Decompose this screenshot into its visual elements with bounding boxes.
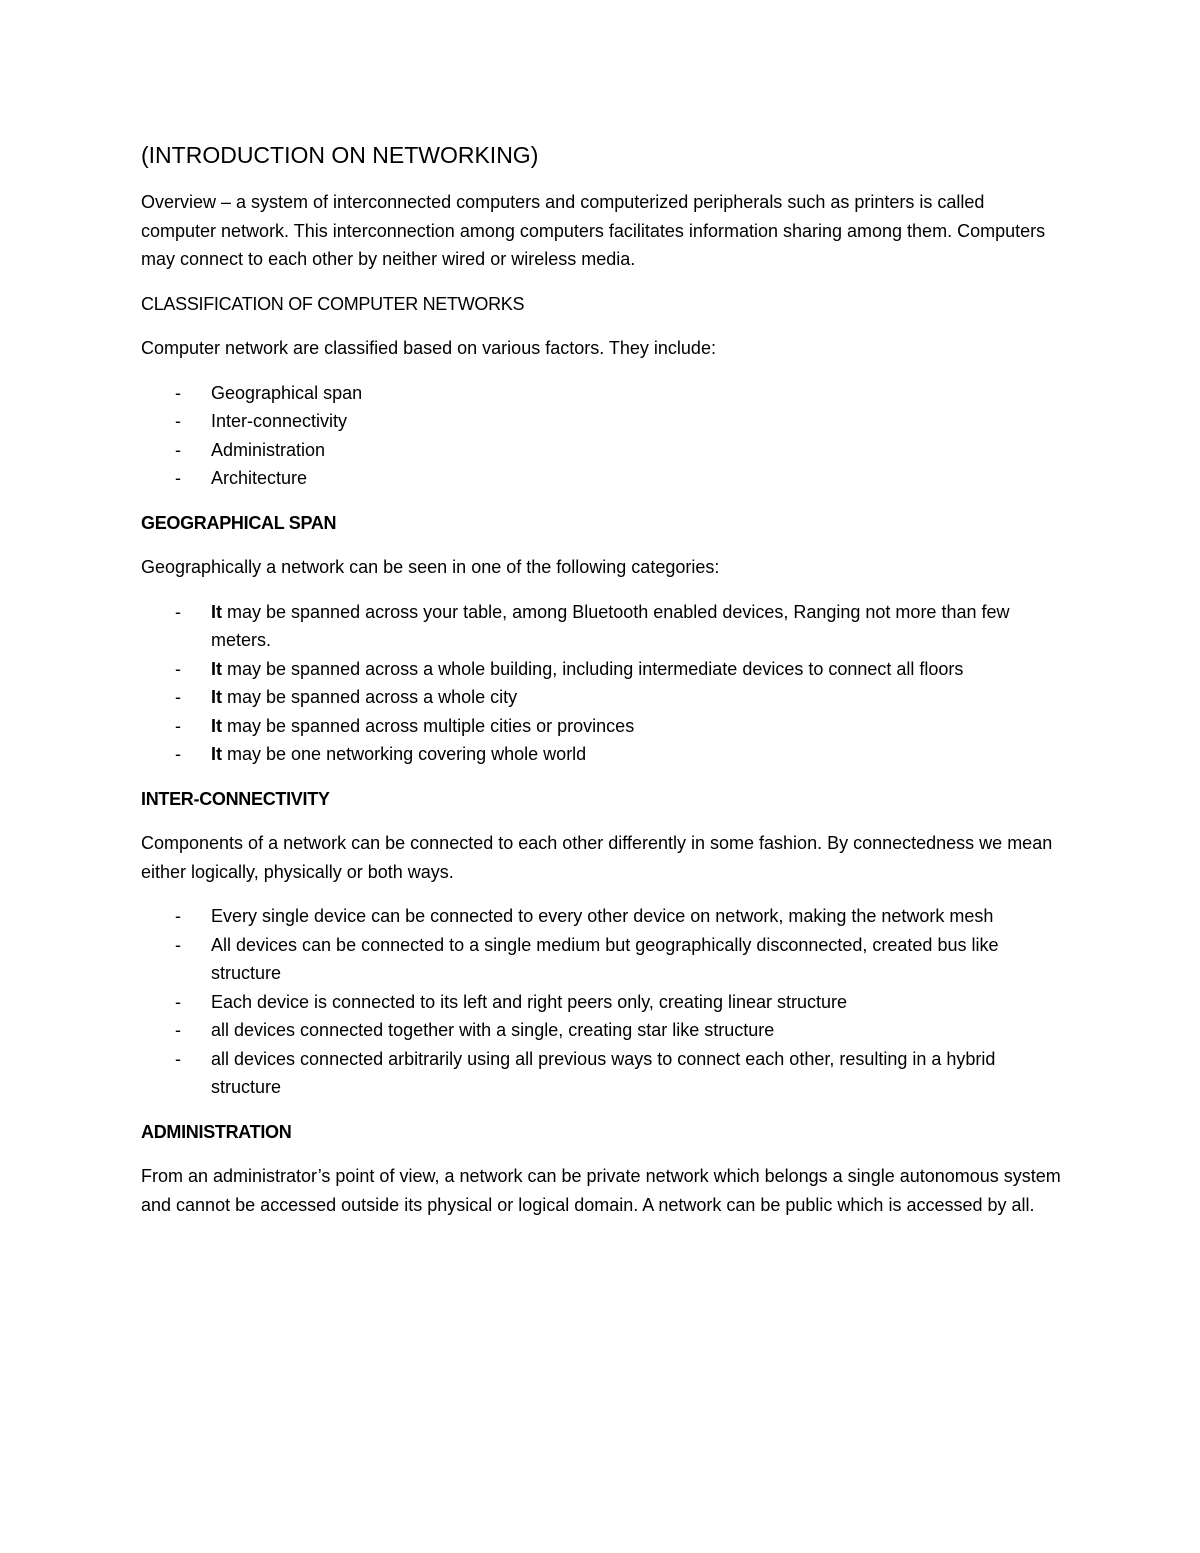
administration-paragraph: From an administrator’s point of view, a network can be private network which belongs a single autonomous system and cannot be accessed outside its physical or logical domain. A network can be public which is accessed by all. [141, 1166, 1061, 1215]
list-dash: - [175, 411, 181, 431]
list-item: - It may be one networking covering whole world [141, 740, 1061, 769]
classification-intro: Computer network are classified based on various factors. They include: [141, 338, 716, 358]
document-title: (INTRODUCTION ON NETWORKING) [141, 142, 539, 168]
list-dash: - [175, 439, 181, 460]
geographical-span-list [141, 598, 1061, 769]
geographical-span-intro: Geographically a network can be seen in one of the following categories: [141, 557, 720, 577]
list-dash: - [175, 744, 181, 764]
list-item: - Inter-connectivity [141, 407, 1061, 436]
list-item: - It may be spanned across your table, among Bluetooth enabled devices, Ranging not more than few meters. [141, 598, 1061, 655]
classification-heading: CLASSIFICATION OF COMPUTER NETWORKS [141, 293, 525, 314]
list-dash: - [175, 934, 181, 955]
list-dash: - [175, 1048, 181, 1069]
overview-paragraph: Overview – a system of interconnected computers and computerized peripherals such as printers is called computer network. This interconnection among computers facilitates information sharing among them. Computers may connect to each other by neither wired or wireless media. [141, 192, 1046, 269]
list-item: - All devices can be connected to a single medium but geographically disconnected, created bus like structure [141, 931, 1061, 988]
list-item: - Geographical span [141, 379, 1061, 408]
list-dash: - [175, 658, 181, 679]
inter-connectivity-list [141, 902, 1061, 1102]
classification-factor-list [141, 379, 1061, 493]
list-dash: - [175, 1020, 181, 1040]
list-item: - It may be spanned across a whole city [141, 683, 1061, 712]
administration-heading: ADMINISTRATION [141, 1121, 292, 1142]
list-item: - all devices connected together with a single, creating star like structure [141, 1016, 1061, 1045]
list-dash: - [175, 906, 181, 926]
list-dash: - [175, 991, 181, 1012]
list-dash: - [175, 715, 181, 736]
inter-connectivity-intro: Components of a network can be connected to each other differently in some fashion. By connectedness we mean either logically, physically or both ways. [141, 833, 1053, 882]
list-dash: - [175, 382, 181, 403]
document-page [141, 140, 1061, 1235]
list-dash: - [175, 468, 181, 488]
list-item: - all devices connected arbitrarily using all previous ways to connect each other, resulting in a hybrid structure [141, 1045, 1061, 1102]
list-item: - It may be spanned across multiple cities or provinces [141, 712, 1061, 741]
list-item: - Each device is connected to its left and right peers only, creating linear structure [141, 988, 1061, 1017]
list-item: - Administration [141, 436, 1061, 465]
list-dash: - [175, 601, 181, 622]
inter-connectivity-heading: INTER-CONNECTIVITY [141, 788, 330, 809]
list-item: - It may be spanned across a whole building, including intermediate devices to connect all floors [141, 655, 1061, 684]
list-dash: - [175, 687, 181, 707]
geographical-span-heading: GEOGRAPHICAL SPAN [141, 512, 337, 533]
list-item: - Every single device can be connected to every other device on network, making the network mesh [141, 902, 1061, 931]
list-item: - Architecture [141, 464, 1061, 493]
